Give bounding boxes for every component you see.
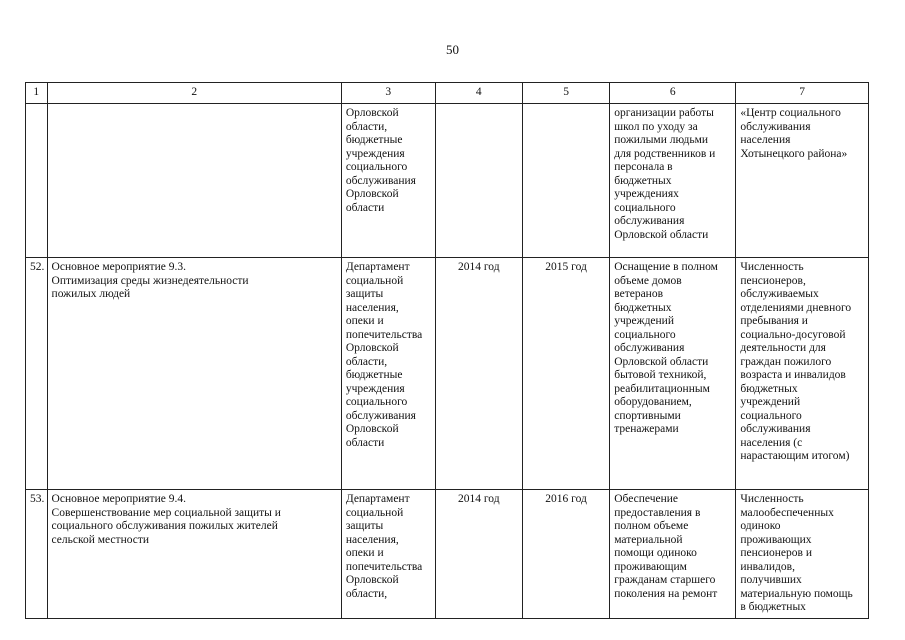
cell-end: 2016 год (522, 490, 609, 619)
col-header-1: 1 (26, 83, 48, 104)
table-row (26, 490, 869, 619)
cell-indicator: Численность малообеспеченных одиноко проживающих пенсионеров и инвалидов, получивших материальную помощь в бюджетных (736, 490, 869, 619)
header-row (26, 83, 869, 104)
cell-num (26, 104, 48, 258)
cell-start: 2014 год (435, 258, 522, 490)
col-header-4: 4 (435, 83, 522, 104)
cell-result: Оснащение в полном объеме домов ветеранов бюджетных учреждений социального обслуживания Орловской области бытовой техникой, реабилитационным оборудованием, спортивными тренажерами (610, 258, 736, 490)
col-header-5: 5 (522, 83, 609, 104)
page-number: 50 (446, 42, 459, 57)
cell-dept: Департамент социальной защиты населения, опеки и попечительства Орловской области, бюджетные учреждения социального обслуживания Орловской области (341, 258, 435, 490)
cell-indicator: «Центр социального обслуживания населения Хотынецкого района» (736, 104, 869, 258)
table-row (26, 104, 869, 258)
cell-event: Основное мероприятие 9.4. Совершенствование мер социальной защиты и социального обслуживания пожилых жителей сельской местности (47, 490, 341, 619)
col-header-3: 3 (341, 83, 435, 104)
col-header-6: 6 (610, 83, 736, 104)
cell-num: 52. (26, 258, 48, 490)
col-header-2: 2 (47, 83, 341, 104)
table-row (26, 258, 869, 490)
cell-start (435, 104, 522, 258)
cell-event: Основное мероприятие 9.3. Оптимизация среды жизнедеятельности пожилых людей (47, 258, 341, 490)
cell-start: 2014 год (435, 490, 522, 619)
cell-result: Обеспечение предоставления в полном объеме материальной помощи одиноко проживающим гражданам старшего поколения на ремонт (610, 490, 736, 619)
col-header-7: 7 (736, 83, 869, 104)
cell-end (522, 104, 609, 258)
program-table (25, 82, 869, 619)
cell-num: 53. (26, 490, 48, 619)
cell-end: 2015 год (522, 258, 609, 490)
cell-result: организации работы школ по уходу за пожилыми людьми для родственников и персонала в бюджетных учреждениях социального обслуживания Орловской области (610, 104, 736, 258)
cell-indicator: Численность пенсионеров, обслуживаемых отделениями дневного пребывания и социально-досуговой деятельности для граждан пожилого возраста и инвалидов бюджетных учреждений социального обслуживания населения (с нарастающим итогом) (736, 258, 869, 490)
cell-dept: Орловской области, бюджетные учреждения социального обслуживания Орловской области (341, 104, 435, 258)
cell-event (47, 104, 341, 258)
cell-dept: Департамент социальной защиты населения, опеки и попечительства Орловской области, (341, 490, 435, 619)
